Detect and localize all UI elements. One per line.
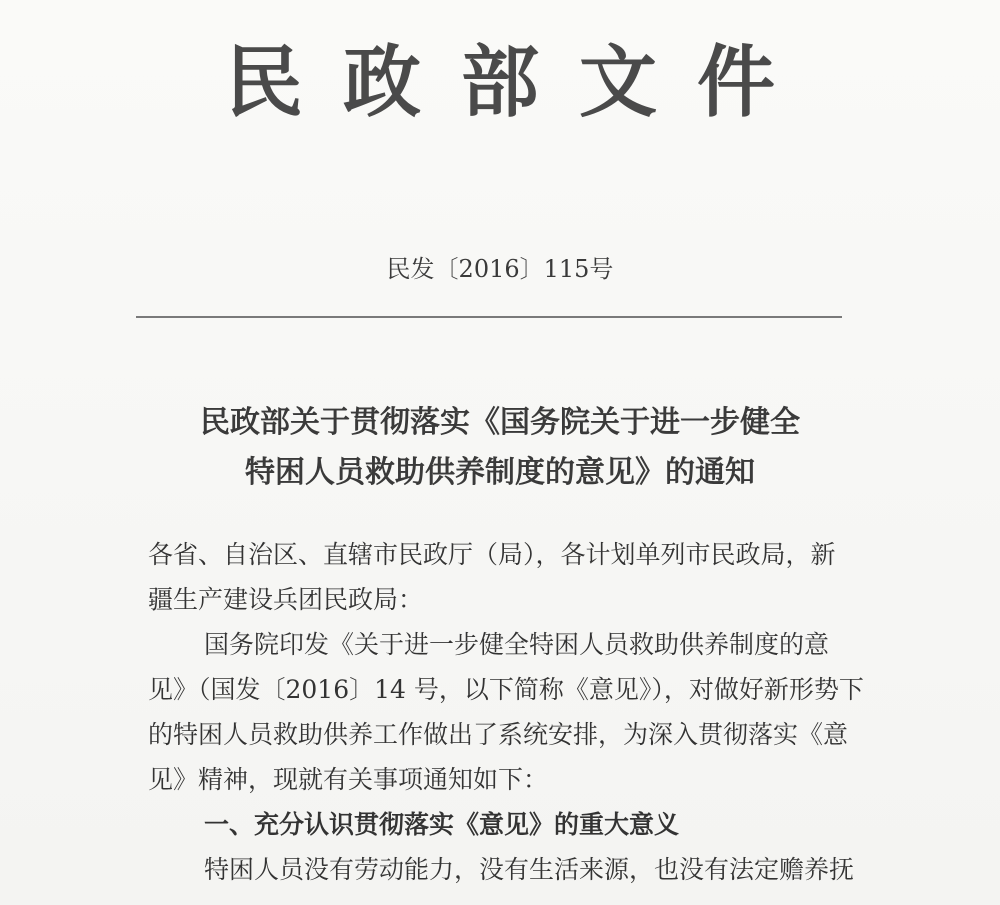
issuer-header: 民政部文件 bbox=[224, 38, 815, 128]
addressee-line-2: 疆生产建设兵团民政局： bbox=[148, 585, 424, 614]
paragraph-line: 国务院印发《关于进一步健全特困人员救助供养制度的意 bbox=[204, 630, 830, 659]
paragraph-line: 见》（国发〔2016〕14 号，以下简称《意见》），对做好新形势下 bbox=[148, 675, 864, 704]
document-title-line-1: 民政部关于贯彻落实《国务院关于进一步健全 bbox=[200, 405, 800, 440]
addressee-line-1: 各省、自治区、直辖市民政厅（局），各计划单列市民政局，新 bbox=[148, 540, 836, 569]
document-number: 民发〔2016〕115号 bbox=[386, 255, 614, 283]
header-divider bbox=[136, 316, 842, 318]
paragraph-line: 的特困人员救助供养工作做出了系统安排，为深入贯彻落实《意 bbox=[148, 720, 849, 749]
paragraph-line: 特困人员没有劳动能力，没有生活来源，也没有法定赡养抚 bbox=[204, 855, 855, 884]
paragraph-line: 见》精神，现就有关事项通知如下： bbox=[148, 765, 549, 794]
document-body bbox=[148, 532, 868, 892]
document-title-line-2: 特困人员救助供养制度的意见》的通知 bbox=[245, 455, 755, 490]
document-title bbox=[100, 398, 900, 498]
section-heading: 一、充分认识贯彻落实《意见》的重大意义 bbox=[204, 810, 680, 839]
